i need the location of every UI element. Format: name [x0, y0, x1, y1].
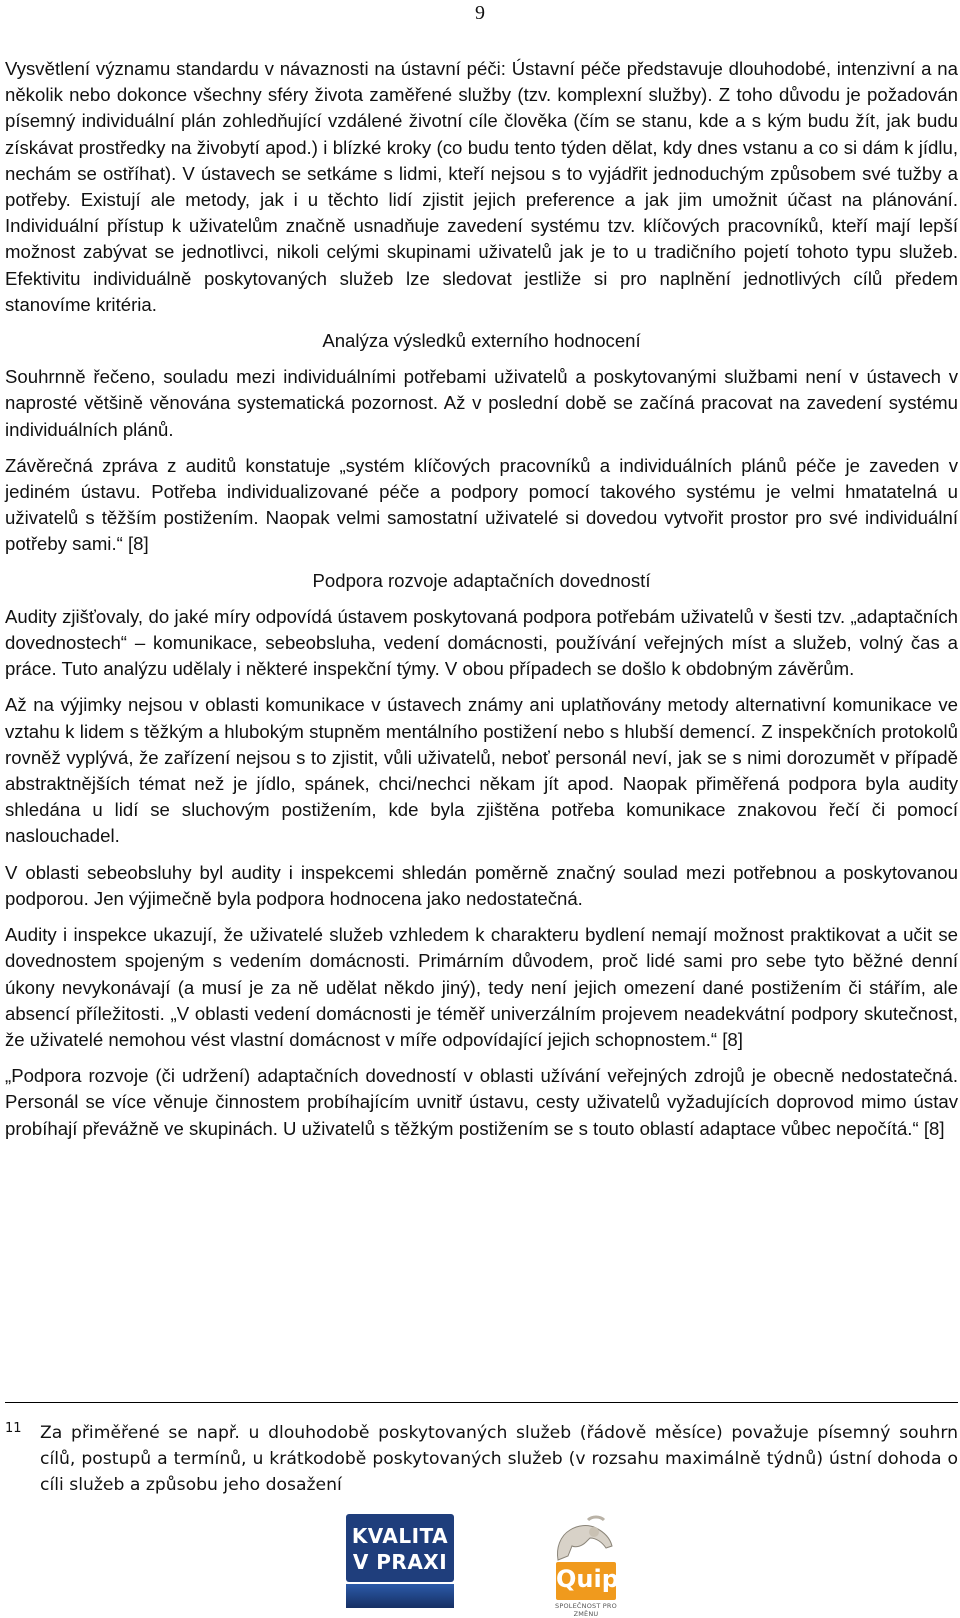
hand-icon — [548, 1512, 618, 1564]
body-paragraph: Audity i inspekce ukazují, že uživatelé služeb vzhledem k charakteru bydlení nemají možnost praktikovat a učit se dovednostem spojeným s vedením domácnosti. Primárním důvodem, proč lidé sami pro sebe tyto běžné denní úkony nevykonávají (a musí je za ně udělat někdo jiný), tedy není jejich omezení dané postižením či stářím, ale absencí příležitosti. „V oblasti vedení domácnosti je téměř univerzálním projevem neadekvátní podpory skutečnost, že uživatelé nemohou vést vlastní domácnost v míře odpovídající jejich schopnostem.“ [8] — [5, 924, 958, 1050]
logo-bar — [0, 1510, 960, 1618]
kvalita-logo-band — [346, 1584, 454, 1608]
body-paragraph: Vysvětlení významu standardu v návaznosti na ústavní péči: Ústavní péče představuje dlouhodobé, intenzivní a na několik nebo dokonce všechny sféry života zaměřené služby (tzv. komplexní služby). Z toho důvodu je požadován písemný individuální plán zohledňující vzdálené životní cíle člověka (čím se stanu, kde a s kým budu žít, jak budu získávat prostředky na živobytí apod.) i blízké kroky (co budu tento týden dělat, kdy dnes vstanu a co si dám k jídlu, nechám se ostříhat). V ústavech se setkáme s lidmi, kteří nejsou s to vyjádřit jednoduchým způsobem své tužby a potřeby. Existují ale metody, jak i u těchto lidí zjistit jejich preference a jak jim umožnit účast na plánování. Individuální přístup k uživatelům značně usnadňuje zavedení systému tzv. klíčových pracovníků, kteří mají lepší možnost zabývat se jednotlivci, nikoli celými skupinami uživatelů jak je to u tradičního pojetí tohoto typu služeb. Efektivitu individuálně poskytovaných služeb lze sledovat jestliže si pro naplnění jednotlivých cílů předem stanovíme kritéria. — [5, 58, 958, 315]
kvalita-logo-line2: V PRAXI — [352, 1550, 448, 1574]
kvalita-v-praxi-logo — [346, 1514, 454, 1608]
footnote-text: Za přiměřené se např. u dlouhodobě poskytovaných služeb (řádově měsíce) považuje písemný souhrn cílů, postupů a termínů, u krátkodobě poskytovaných služeb (v rozsahu maximálně týdnů) ústní dohoda o cíli služeb a způsobu jeho dosažení — [40, 1423, 958, 1495]
body-paragraph: Audity zjišťovaly, do jaké míry odpovídá ústavem poskytovaná podpora potřebám uživatelů v šesti tzv. „adaptačních dovednostech“ – komunikace, sebeobsluha, vedení domácnosti, používání veřejných míst a služeb, volný čas a práce. Tuto analýzu udělaly i některé inspekční týmy. V obou případech se došlo k obdobným závěrům. — [5, 605, 958, 680]
body-paragraph: Závěrečná zpráva z auditů konstatuje „systém klíčových pracovníků a individuálních plánů péče je zaveden v jediném ústavu. Potřeba individualizované péče a podpory pomocí takového systému je velmi hmatatelná u uživatelů s těžším postižením. Naopak velmi samostatní uživatelé si dovedou vytvořit prostor pro své individuální potřeby sami.“ [8] — [5, 454, 958, 555]
quip-logo-tagline: SPOLEČNOST PRO ZMĚNU — [555, 1602, 617, 1618]
body-paragraph: „Podpora rozvoje (či udržení) adaptačních dovedností v oblasti užívání veřejných zdrojů je obecně nedostatečná. Personál se více věnuje činnostem probíhajícím uvnitř ústavu, cesty uživatelů vyžadujících doprovod mimo ústav probíhají převážně ve skupinách. U uživatelů s těžkým postižením se s touto oblastí adaptace vůbec nepočítá.“ [8] — [5, 1065, 958, 1139]
body-paragraph: V oblasti sebeobsluhy byl audity i inspekcemi shledán poměrně značný soulad mezi potřebnou a poskytovanou podporou. Jen výjimečně byla podpora hodnocena jako nedostatečná. — [5, 861, 958, 909]
page-number: 9 — [475, 2, 485, 24]
kvalita-logo-line1: KVALITA — [351, 1524, 449, 1548]
document-body — [5, 56, 958, 1152]
footnote-divider — [5, 1402, 958, 1403]
section-heading: Analýza výsledků externího hodnocení — [322, 330, 641, 352]
body-paragraph: Až na výjimky nejsou v oblasti komunikace v ústavech známy ani uplatňovány metody alternativní komunikace ve vztahu k lidem s těžkým a hlubokým stupněm mentálního postižení nebo s hlubší demencí. Z inspekčních protokolů rovněž vyplývá, že zařízení nejsou s to zjistit, vůli uživatelů, neboť personál neví, jak se s nimi dorozumět v případě abstraktnějších témat než je jídlo, spánek, chci/nechci někam jít apod. Naopak přiměřená podpora byla audity shledána u lidí se sluchovým postižením, kde byla zjištěna potřeba komunikace znakovou řečí či pomocí naslouchadel. — [5, 694, 958, 847]
body-paragraph: Souhrnně řečeno, souladu mezi individuálními potřebami uživatelů a poskytovanými službami není v ústavech v naprosté většině věnována systematická pozornost. Až v poslední době se začíná pracovat na zavedení systému individuálních plánů. — [5, 366, 958, 440]
quip-logo-word: Quip — [556, 1565, 619, 1593]
footnote-mark: 11 — [5, 1421, 22, 1436]
quip-logo — [542, 1510, 622, 1618]
footnote — [5, 1420, 958, 1498]
section-heading: Podpora rozvoje adaptačních dovedností — [312, 569, 651, 591]
